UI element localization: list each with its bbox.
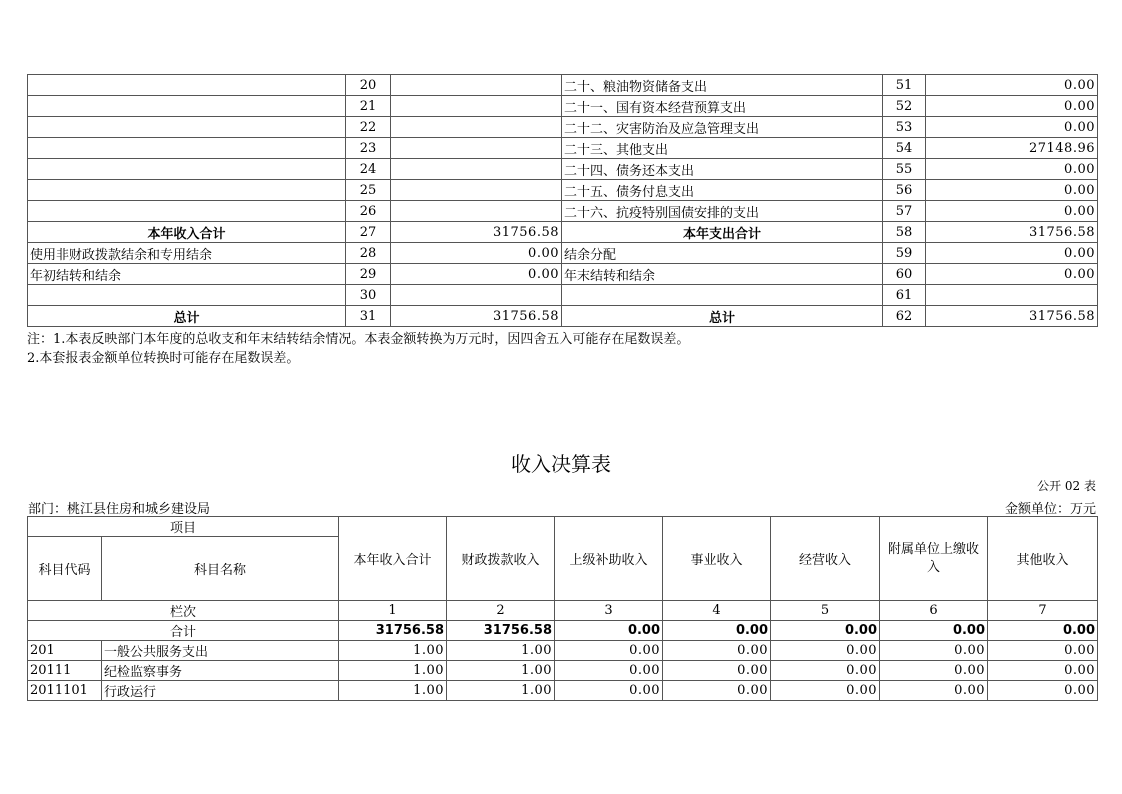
header-code: 科目代码 xyxy=(28,537,102,601)
left-item xyxy=(28,117,346,138)
left-amount xyxy=(391,138,562,159)
left-item xyxy=(28,180,346,201)
right-item: 二十一、国有资本经营预算支出 xyxy=(562,96,883,117)
left-amount xyxy=(391,159,562,180)
amount-cell: 1.00 xyxy=(447,661,555,681)
subject-name: 一般公共服务支出 xyxy=(102,641,339,661)
right-amount: 0.00 xyxy=(926,75,1098,96)
left-line-number: 22 xyxy=(346,117,391,138)
right-line-number: 53 xyxy=(883,117,926,138)
right-item: 总计 xyxy=(562,306,883,327)
table-row xyxy=(28,243,1098,264)
left-line-number: 23 xyxy=(346,138,391,159)
right-line-number: 54 xyxy=(883,138,926,159)
right-line-number: 52 xyxy=(883,96,926,117)
right-line-number: 59 xyxy=(883,243,926,264)
right-line-number: 55 xyxy=(883,159,926,180)
right-line-number: 56 xyxy=(883,180,926,201)
table-row xyxy=(28,661,1098,681)
subject-code: 2011101 xyxy=(28,681,102,701)
col-number: 5 xyxy=(771,601,880,621)
right-item: 二十、粮油物资储备支出 xyxy=(562,75,883,96)
amount-cell: 0.00 xyxy=(663,661,771,681)
right-item xyxy=(562,285,883,306)
form-number: 公开 02 表 xyxy=(1037,479,1096,493)
amount-cell: 0.00 xyxy=(880,681,988,701)
col-number: 3 xyxy=(555,601,663,621)
right-amount: 0.00 xyxy=(926,159,1098,180)
left-amount xyxy=(391,117,562,138)
amount-cell: 0.00 xyxy=(663,681,771,701)
subject-code: 20111 xyxy=(28,661,102,681)
left-line-number: 21 xyxy=(346,96,391,117)
left-amount: 31756.58 xyxy=(391,306,562,327)
left-item xyxy=(28,75,346,96)
total-value: 0.00 xyxy=(663,621,771,641)
table-row xyxy=(28,138,1098,159)
right-amount xyxy=(926,285,1098,306)
left-line-number: 24 xyxy=(346,159,391,180)
col-number: 1 xyxy=(339,601,447,621)
income-rows-body xyxy=(28,641,1098,701)
total-value: 0.00 xyxy=(555,621,663,641)
right-item: 二十三、其他支出 xyxy=(562,138,883,159)
right-amount: 0.00 xyxy=(926,264,1098,285)
table-row xyxy=(28,96,1098,117)
left-item: 使用非财政拨款结余和专用结余 xyxy=(28,243,346,264)
left-line-number: 31 xyxy=(346,306,391,327)
table-row xyxy=(28,159,1098,180)
col-number: 4 xyxy=(663,601,771,621)
department-label: 部门：桃江县住房和城乡建设局 xyxy=(28,502,211,517)
left-line-number: 29 xyxy=(346,264,391,285)
left-item xyxy=(28,285,346,306)
amount-unit-label: 金额单位：万元 xyxy=(1004,502,1096,517)
table-row xyxy=(28,180,1098,201)
right-item: 二十六、抗疫特别国债安排的支出 xyxy=(562,201,883,222)
left-line-number: 20 xyxy=(346,75,391,96)
left-amount: 31756.58 xyxy=(391,222,562,243)
amount-cell: 0.00 xyxy=(988,641,1098,661)
left-line-number: 25 xyxy=(346,180,391,201)
right-item: 结余分配 xyxy=(562,243,883,264)
amount-cell: 0.00 xyxy=(771,681,880,701)
left-item xyxy=(28,201,346,222)
left-line-number: 28 xyxy=(346,243,391,264)
left-amount xyxy=(391,75,562,96)
right-amount: 31756.58 xyxy=(926,306,1098,327)
left-amount xyxy=(391,285,562,306)
total-value: 31756.58 xyxy=(339,621,447,641)
amount-cell: 0.00 xyxy=(880,661,988,681)
left-line-number: 30 xyxy=(346,285,391,306)
amount-cell: 0.00 xyxy=(880,641,988,661)
total-row xyxy=(28,621,1098,641)
total-value: 31756.58 xyxy=(447,621,555,641)
col-header-5: 经营收入 xyxy=(771,517,880,601)
left-amount xyxy=(391,96,562,117)
right-line-number: 62 xyxy=(883,306,926,327)
total-value: 0.00 xyxy=(771,621,880,641)
right-line-number: 58 xyxy=(883,222,926,243)
amount-cell: 0.00 xyxy=(555,681,663,701)
right-item: 本年支出合计 xyxy=(562,222,883,243)
right-item: 二十五、债务付息支出 xyxy=(562,180,883,201)
right-line-number: 57 xyxy=(883,201,926,222)
right-line-number: 51 xyxy=(883,75,926,96)
amount-cell: 0.00 xyxy=(771,641,880,661)
amount-cell: 0.00 xyxy=(988,681,1098,701)
left-amount xyxy=(391,201,562,222)
col-header-2: 财政拨款收入 xyxy=(447,517,555,601)
table-row xyxy=(28,681,1098,701)
subject-name: 纪检监察事务 xyxy=(102,661,339,681)
left-amount xyxy=(391,180,562,201)
table-row xyxy=(28,264,1098,285)
amount-cell: 1.00 xyxy=(447,641,555,661)
table-row xyxy=(28,306,1098,327)
amount-cell: 1.00 xyxy=(447,681,555,701)
subject-code: 201 xyxy=(28,641,102,661)
amount-cell: 0.00 xyxy=(771,661,880,681)
right-item: 二十二、灾害防治及应急管理支出 xyxy=(562,117,883,138)
left-item xyxy=(28,138,346,159)
income-expense-summary-table xyxy=(27,74,1098,327)
right-line-number: 60 xyxy=(883,264,926,285)
left-line-number: 26 xyxy=(346,201,391,222)
header-item: 项目 xyxy=(28,517,339,537)
total-value: 0.00 xyxy=(988,621,1098,641)
table-row xyxy=(28,285,1098,306)
right-amount: 0.00 xyxy=(926,180,1098,201)
right-amount: 31756.58 xyxy=(926,222,1098,243)
amount-cell: 1.00 xyxy=(339,681,447,701)
amount-cell: 1.00 xyxy=(339,661,447,681)
table-row xyxy=(28,222,1098,243)
right-amount: 27148.96 xyxy=(926,138,1098,159)
subject-name: 行政运行 xyxy=(102,681,339,701)
left-item xyxy=(28,159,346,180)
col-header-3: 上级补助收入 xyxy=(555,517,663,601)
left-item: 本年收入合计 xyxy=(28,222,346,243)
table-row xyxy=(28,201,1098,222)
table-notes xyxy=(27,330,689,368)
amount-cell: 0.00 xyxy=(555,641,663,661)
left-line-number: 27 xyxy=(346,222,391,243)
amount-cell: 1.00 xyxy=(339,641,447,661)
col-number: 7 xyxy=(988,601,1098,621)
left-item: 年初结转和结余 xyxy=(28,264,346,285)
col-header-1: 本年收入合计 xyxy=(339,517,447,601)
right-item: 年末结转和结余 xyxy=(562,264,883,285)
header-name: 科目名称 xyxy=(102,537,339,601)
right-amount: 0.00 xyxy=(926,243,1098,264)
amount-cell: 0.00 xyxy=(988,661,1098,681)
right-line-number: 61 xyxy=(883,285,926,306)
right-amount: 0.00 xyxy=(926,117,1098,138)
income-table-title: 收入决算表 xyxy=(511,452,611,476)
table-row xyxy=(28,117,1098,138)
col-header-6: 附属单位上缴收入 xyxy=(880,517,988,601)
income-statement-table xyxy=(27,516,1098,701)
left-amount: 0.00 xyxy=(391,264,562,285)
table-row xyxy=(28,641,1098,661)
col-header-7: 其他收入 xyxy=(988,517,1098,601)
summary-table-body xyxy=(28,75,1098,327)
col-number: 6 xyxy=(880,601,988,621)
col-number: 2 xyxy=(447,601,555,621)
amount-cell: 0.00 xyxy=(663,641,771,661)
col-header-4: 事业收入 xyxy=(663,517,771,601)
left-amount: 0.00 xyxy=(391,243,562,264)
right-amount: 0.00 xyxy=(926,201,1098,222)
right-item: 二十四、债务还本支出 xyxy=(562,159,883,180)
note-line-1: 注：1.本表反映部门本年度的总收支和年末结转结余情况。本表金额转换为万元时，因四舍五入可能存在尾数误差。 xyxy=(27,332,690,347)
table-row xyxy=(28,75,1098,96)
amount-cell: 0.00 xyxy=(555,661,663,681)
left-item xyxy=(28,96,346,117)
left-item: 总计 xyxy=(28,306,346,327)
col-row-label: 栏次 xyxy=(28,601,339,621)
right-amount: 0.00 xyxy=(926,96,1098,117)
total-label: 合计 xyxy=(28,621,339,641)
note-line-2: 2.本套报表金额单位转换时可能存在尾数误差。 xyxy=(27,351,300,366)
total-value: 0.00 xyxy=(880,621,988,641)
